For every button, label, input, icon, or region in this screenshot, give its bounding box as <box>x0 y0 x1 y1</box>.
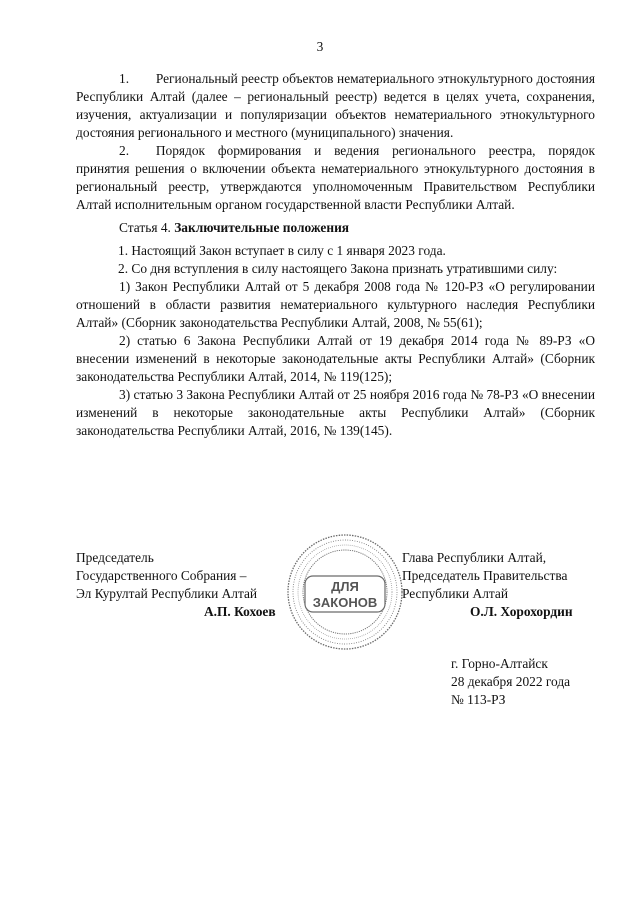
article-heading <box>76 219 595 237</box>
signatory-right-title-line: Глава Республики Алтай, <box>402 550 547 565</box>
signatory-right-name: О.Л. Хорохордин <box>470 604 573 619</box>
paragraph-2: 2. Порядок формирования и ведения регионального реестра, порядок принятия решения о включении объекта нематериального этнокультурного достояния в региональный реестр, утверждаются уполномоченным Правительством Республики Алтай исполнительным органом государственной власти Республики Алтай. <box>76 143 595 212</box>
signatory-right-title-line: Республики Алтай <box>402 586 509 601</box>
paragraph-1: 1. Региональный реестр объектов нематериального этнокультурного достояния Республики Алтай (далее – региональный реестр) ведется в целях учета, сохранения, изучения, актуализации и популяризации объектов нематериального этнокультурного достояния регионального и местного (муниципального) значения. <box>76 71 595 140</box>
document-body <box>76 70 595 440</box>
signatory-left-name: А.П. Кохоев <box>204 604 276 619</box>
signature-left <box>76 549 296 619</box>
stamp-text-line-2: ЗАКОНОВ <box>312 595 378 610</box>
signatory-left-title-line: Эл Курултай Республики Алтай <box>76 586 258 601</box>
article-title: Заключительные положения <box>174 220 350 235</box>
repealed-item-3: 3) статью 3 Закона Республики Алтай от 25 ноября 2016 года № 78-РЗ «О внесении изменений в некоторые законодательные акты Республики Алтай» (Сборник законодательства Республики Алтай, 2016, № 139(145). <box>76 387 595 438</box>
article-paragraph-2: 2. Со дня вступления в силу настоящего Закона признать утратившими силу: <box>118 261 558 276</box>
article-prefix: Статья 4. <box>119 220 175 235</box>
stamp-text-line-1: ДЛЯ <box>331 579 359 594</box>
repealed-item-2: 2) статью 6 Закона Республики Алтай от 19 декабря 2014 года № 89-РЗ «О внесении изменений в некоторые законодательные акты Республики Алтай» (Сборник законодательства Республики Алтай, 2014, № 119(125); <box>76 333 595 384</box>
footer-date: 28 декабря 2022 года <box>451 674 571 689</box>
page-number: 3 <box>316 39 324 54</box>
footer-place: г. Горно-Алтайск <box>451 656 548 671</box>
signature-right <box>402 549 596 619</box>
document-footer <box>451 655 570 709</box>
signatory-right-title-line: Председатель Правительства <box>402 568 568 583</box>
signatory-left-title-line: Председатель <box>76 550 154 565</box>
seal-stamp <box>285 532 405 652</box>
article-paragraph-1: 1. Настоящий Закон вступает в силу с 1 января 2023 года. <box>118 243 446 258</box>
signatory-left-title-line: Государственного Собрания – <box>76 568 247 583</box>
repealed-item-1: 1) Закон Республики Алтай от 5 декабря 2008 года № 120-РЗ «О регулировании отношений в области развития нематериального культурного наследия Республики Алтай» (Сборник законодательства Республики Алтай, 2008, № 55(61); <box>76 279 595 330</box>
footer-number: № 113-РЗ <box>451 692 506 707</box>
